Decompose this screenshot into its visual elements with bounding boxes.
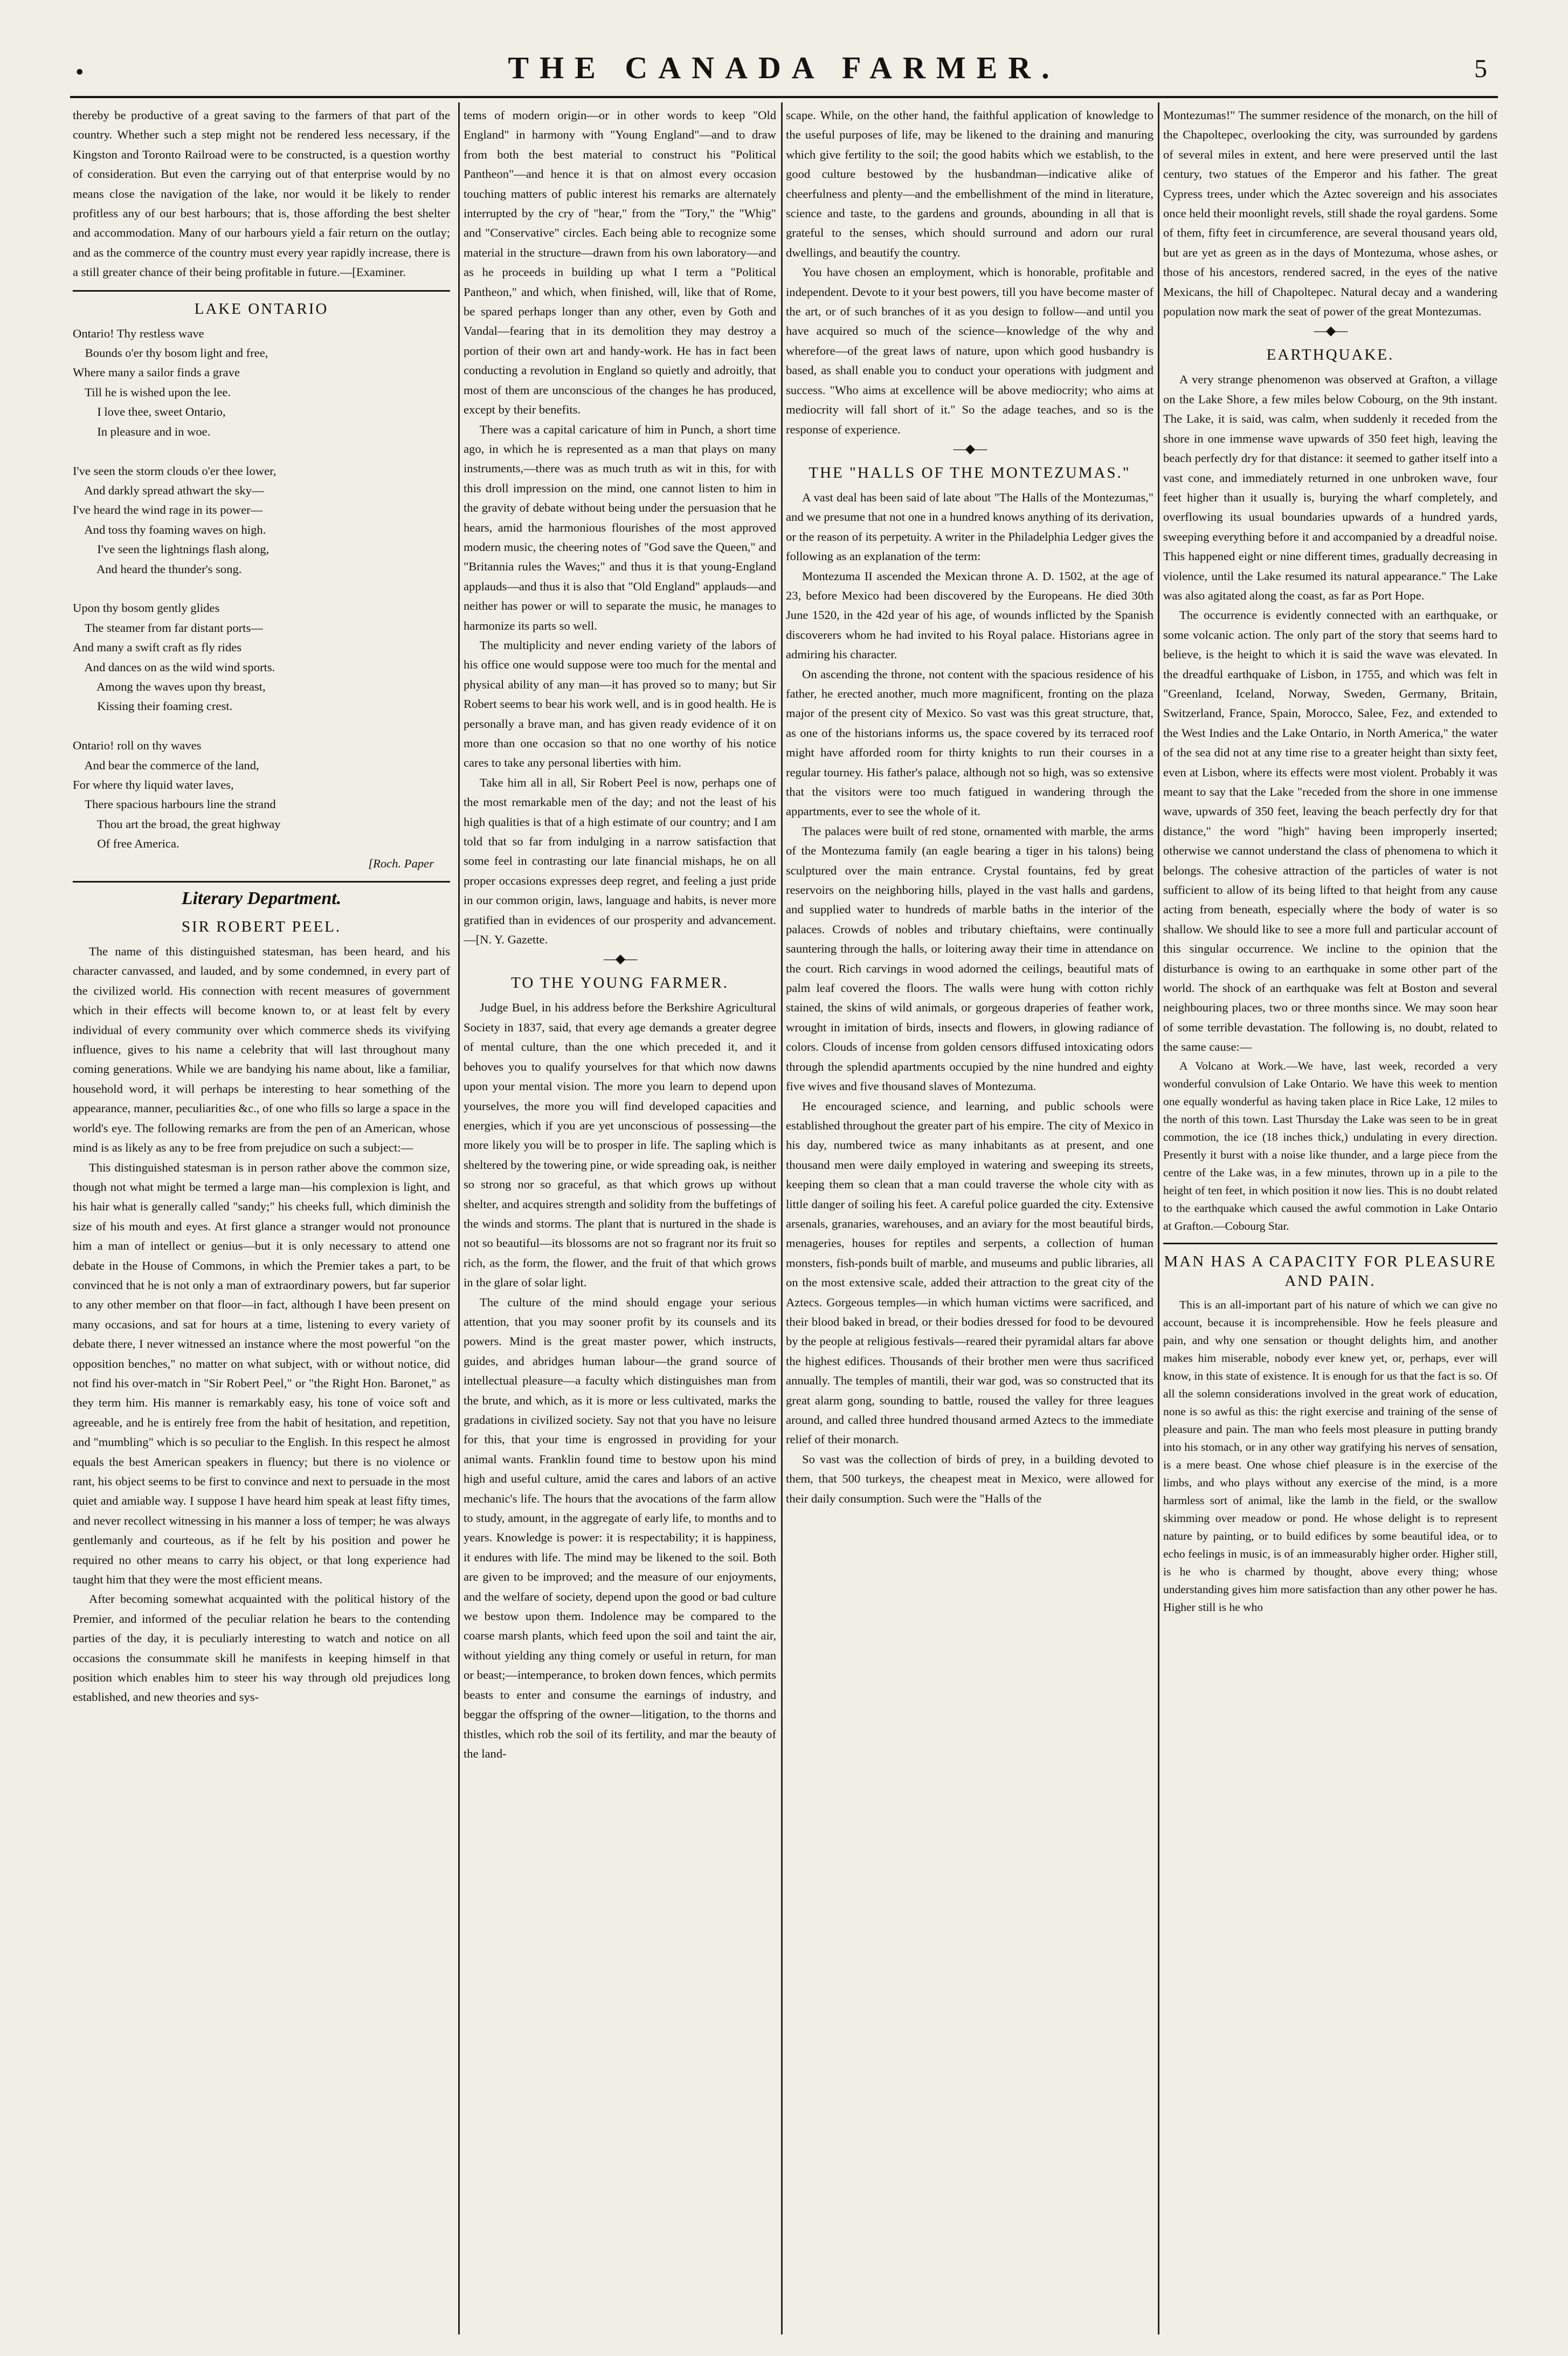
poem-line bbox=[73, 717, 450, 736]
article-paragraph: There was a capital caricature of him in Punch, a short time ago, in which he is represented as a man that plays on many instruments,—there was as much truth as wit in this, for with this droll impression on the mind, one cannot listen to him in the gravity of debate without being under the persuasion that he hears, amid the harmonious flourishes of the most approved modern music, the cheering notes of "God save the Queen," and "Britannia rules the Waves;" and thus it is that young-England applauds—and thus it is also that "Old England" applauds—and neither has power or will to separate the music, he manages to harmonize its parts so well. bbox=[464, 422, 776, 632]
department-heading: Literary Department. bbox=[181, 888, 342, 909]
header-rule bbox=[70, 96, 1498, 98]
section-rule bbox=[73, 290, 450, 292]
poem-line: Among the waves upon thy breast, bbox=[73, 679, 266, 693]
poem-line: In pleasure and in woe. bbox=[73, 424, 211, 438]
poem-line: There spacious harbours line the strand bbox=[73, 797, 276, 811]
article-paragraph: After becoming somewhat acquainted with the political history of the Premier, and informed of the peculiar relation he bears to the contending parties of the day, it is peculiarly interesting to watch and notice on all occasions the consummate skill he manifests in keeping himself in that position which enables him to steer his way through old prejudices long established, and new theories and sys- bbox=[73, 1592, 450, 1704]
column-divider bbox=[781, 102, 783, 2334]
poem-line: I love thee, sweet Ontario, bbox=[73, 405, 226, 419]
poem-line: I've seen the lightnings flash along, bbox=[73, 542, 270, 556]
poem-line: Ontario! Thy restless wave bbox=[73, 326, 204, 340]
poem-line bbox=[73, 442, 450, 461]
poem-lake-ontario bbox=[73, 324, 450, 854]
poem-line: Ontario! roll on thy waves bbox=[73, 739, 202, 753]
poem-line: Till he is wished upon the lee. bbox=[73, 385, 231, 399]
poem-line: Bounds o'er thy bosom light and free, bbox=[73, 346, 268, 360]
poem-line: For where thy liquid water laves, bbox=[73, 778, 234, 791]
poem-line: Of free America. bbox=[73, 837, 179, 851]
section-ornament: —◆— bbox=[953, 442, 986, 456]
article-paragraph: He encouraged science, and learning, and public schools were established throughout the greater part of his empire. The city of Mexico in his day, numbered twice as many inhabitants as at present, and one thousand men were daily employed in watering and sweeping its streets, keeping them so clean that a man could traverse the whole city with as little danger of soiling his feet. A careful police guarded the city. Extensive arsenals, granaries, warehouses, and an aviary for the most beautiful birds, menageries, houses for reptiles and serpents, a collection of human monsters, fish-ponds built of marble, and museums and public libraries, all on the most extensive scale, added their attraction to the great city of the Aztecs. Gorgeous temples—in which human victims were sacrificed, and their blood baked in bread, or their bodies dressed for food to be devoured by the people at religious festivals—reared their pyramidal altars far above the highest edifices. Thousands of their brother men were thus sacrificed annually. The temples of mantili, their war god, was so constructed that its great alarm gong, sounding to battle, roused the valley for three leagues around, and called three hundred thousand armed Aztecs to the immediate relief of their monarch. bbox=[786, 1099, 1153, 1446]
column-divider bbox=[458, 102, 460, 2334]
article-title: MAN HAS A CAPACITY FOR PLEASURE AND PAIN. bbox=[1164, 1252, 1497, 1290]
poem-line: I've heard the wind rage in its power— bbox=[73, 503, 263, 517]
article-paragraph: Montezumas!" The summer residence of the monarch, on the hill of the Chapoltepec, overlooking the city, was surrounded by gardens of several miles in extent, and here were preserved until the last century, two statues of the Emperor and his father. The great Cypress trees, under which the Aztec sovereign and his associates once held their moonlight revels, still shade the royal gardens. Some of them, fifty feet in circumference, are several thousand years old, but are yet as green as in the days of Montezuma, whose ashes, or those of his ancestors, rendered sacred, in the eyes of the native Mexicans, the hill of Chapoltepec. Natural decay and a wandering population now mark the seat of power of the great Montezumas. bbox=[1163, 108, 1497, 319]
poem-line: And toss thy foaming waves on high. bbox=[73, 522, 266, 536]
column-2 bbox=[464, 106, 776, 2334]
article-paragraph: A vast deal has been said of late about "The Halls of the Montezumas," and we presume that not one in a hundred knows anything of its derivation, or the reason of its perpetuity. A writer in the Philadelphia Ledger gives the following as an explanation of the term: bbox=[786, 490, 1153, 563]
poem-line: And dances on as the wild wind sports. bbox=[73, 660, 275, 674]
section-ornament: —◆— bbox=[1314, 324, 1347, 339]
article-paragraph: The multiplicity and never ending variety of the labors of his office one would suppose were too much for the mental and physical ability of any man—it has proved so to many; but Sir Robert seems to bear his work well, and is in good health. He is personally a brave man, and has given ready evidence of it on more than one occasion so that no one worthy of his notice cares to take any personal liberties with him. bbox=[464, 638, 776, 770]
poem-line: The steamer from far distant ports— bbox=[73, 621, 263, 635]
article-paragraph: This distinguished statesman is in person rather above the common size, though not what might be termed a large man—his complexion is light, and his hair what is generally called "sandy;" his cheeks full, which diminish the size of his mouth and eyes. At first glance a stranger would not pronounce him a man of intellect or genius—but it is only necessary to attend one debate in the House of Commons, in which the Premier takes a part, to be convinced that he is not only a man of extraordinary powers, but far superior to any other member on that floor—in fact, although I have been present on many occasions, and sat for hours at a time, listening to every variety of debate there, I never witnessed an instance where the most powerful "on the opposition benches," no matter on what subject, with or without notice, did not find his over-match in "Sir Robert Peel," or "the Right Hon. Baronet," as they term him. His manner is remarkably easy, his tone of voice soft and agreeable, and he is entirely free from the habit of hesitation, and repetition, and "mumbling" which is so peculiar to the English. In this respect he almost equals the best American speakers in fluency; but there is no violence or rant, his object seems to be first to convince and next to persuade in the most quiet and amiable way. I suppose I have heard him speak at least fifty times, and never recollect witnessing in his manner a loss of temper; he was always gentlemanly and courteous, as if he felt by his position and power he required no other means to carry his object, or that long experience had taught him that they were the most efficient means. bbox=[73, 1160, 450, 1587]
column-4 bbox=[1163, 106, 1497, 2334]
poem-line bbox=[73, 579, 450, 598]
poem-line: I've seen the storm clouds o'er thee lower, bbox=[73, 464, 277, 478]
article-paragraph: On ascending the throne, not content with the spacious residence of his father, he erected another, much more magnificent, fronting on the plaza major of the present city of Mexico. So vast was this great structure, that, as one of the historians informs us, the space covered by its terraced roof might have afforded room for thirty knights to run their courses in a regular tourney. His father's palace, although not so high, was so extensive that the visitors were too much fatigued in wandering through the appartments, ever to see the whole of it. bbox=[786, 667, 1153, 818]
article-title: THE "HALLS OF THE MONTEZUMAS." bbox=[809, 464, 1131, 481]
poem-line: And heard the thunder's song. bbox=[73, 562, 242, 576]
article-paragraph: The palaces were built of red stone, ornamented with marble, the arms of the Montezuma family (an eagle bearing a tiger in his talons) being sculptured over the main entrance. Crystal fountains, fed by great reservoirs on the neighboring hills, played in the vast halls and gardens, and supplied water to hundreds of marble baths in the interior of the palaces. Crowds of nobles and tributary chieftains, were continually sauntering through the halls, or loitering away their time in attendance on the court. Rich carvings in wood adorned the ceilings, beautiful mats of palm leaf covered the floors. The walls were hung with cotton richly stained, the skins of wild animals, or gorgeous draperies of feather work, wrought in imitation of birds, insects and flowers, in glowing radiance of colors. Clouds of incense from golden censors diffused intoxicating odors through the splendid apartments occupied by the nine hundred and eighty five wives and five thousand slaves of Montezuma. bbox=[786, 824, 1153, 1093]
article-paragraph: So vast was the collection of birds of prey, in a building devoted to them, that 500 turkeys, the cheapest meat in Mexico, were allowed for their daily consumption. Such were the "Halls of the bbox=[786, 1452, 1153, 1505]
article-paragraph: The occurrence is evidently connected with an earthquake, or some volcanic action. The only part of the story that seems hard to believe, is the height to which it is said the wave was elevated. In the dreadful earthquake of Lisbon, in 1755, and which was felt in "Greenland, Iceland, Norway, Sweden, Germany, Britain, Switzerland, France, Spain, Morocco, Salee, Fez, and extended to the West Indies and the Lake Ontario, in North America," the water of the sea did not at any time rise to a greater height than sixty feet, even at Lisbon, where its effects were most violent. Probably it was meant to say that the Lake "receded from the shore in one immense wave, upwards of 350 feet, leaving the beach perfectly dry for that distance," the word "high" having been improperly inserted; otherwise we cannot understand the class of phenomena to which it belongs. The cohesive attraction of the particles of water is not sufficient to allow of its being lifted to that height from any cause acting from beneath, especially where the body of water is so shallow. We should like to see a more full and particular account of this singular occurrence. We incline to the opinion that the disturbance is owing to an earthquake in some other part of the world. The shock of an earthquake was felt at Boston and several neighbouring places, two or three months since. We may soon hear of some terrible devastation. The following is, no doubt, related to the same cause:— bbox=[1163, 608, 1497, 1054]
article-paragraph: The culture of the mind should engage your serious attention, that you may sooner profit by its counsels and its powers. Mind is the great master power, which instructs, guides, and abridges human labour—the grand source of intellectual pleasure—a faculty which distinguishes man from the brute, and which, as it is more or less cultivated, marks the gradations in civilized society. Say not that you have no leisure for this, that your time is engrossed in providing for your animal wants. Franklin found time to bestow upon his mind high and useful culture, amid the cares and labors of an active mechanic's life. The hours that the avocations of the farm allow to study, amount, in the aggregate of early life, to months and to years. Knowledge is power: it is respectability; it is happiness, it endures with life. The mind may be likened to the soil. Both are given to be improved; and the measure of our enjoyments, and the welfare of society, depend upon the good or bad culture we bestow upon them. Indolence may be compared to the coarse marsh plants, which feed upon the soil and taint the air, without yielding any thing comely or useful in return, for man or beast;—intemperance, to broken down fences, which permits beasts to enter and consume the earnings of industry, and beggar the offspring of the owner—litigation, to the thorns and thistles, which rob the soil of its fertility, and mar the beauty of the land- bbox=[464, 1295, 776, 1760]
article-title: TO THE YOUNG FARMER. bbox=[511, 974, 729, 992]
article-paragraph: tems of modern origin—or in other words to keep "Old England" in harmony with "Young England"—and to draw from both the best material to construct his "Political Pantheon"—and hence it is that on almost every occasion touching matters of public interest his remarks are alternately interrupted by the cry of "hear," from the "Tory," the "Whig" and "Conservative" circles. Each being able to recognize some material in the structure—drawn from his own laboratory—and as he proceeds in building up what I term a "Political Pantheon," and which, when finished, will, like that of Rome, be spared perhaps longer than any other, even by Goth and Vandal—fearing that in its demolition they may destroy a portion of their own art and handy-work. He has in fact been conducting a revolution in England so quietly and adroitly, that most of them are unconscious of the changes he has produced, except by their benefits. bbox=[464, 108, 776, 417]
article-title: EARTHQUAKE. bbox=[1266, 346, 1394, 364]
poem-line: Thou art the broad, the great highway bbox=[73, 817, 281, 831]
article-paragraph: Take him all in all, Sir Robert Peel is now, perhaps one of the most remarkable men of the day; and not the least of his high qualities is that of a high estimate of our country; and I am told that so far from indulging in a narrow satisfaction that some feel in contrasting our late financial mishaps, he on all proper occasions expresses deep regret, and feeling a just pride in our common origin, laws, language and habits, is never more gratified than in evidences of our prosperity and advancement.—[N. Y. Gazette. bbox=[464, 775, 776, 947]
poem-title: LAKE ONTARIO bbox=[194, 300, 329, 318]
newspaper-title: THE CANADA FARMER. bbox=[508, 50, 1060, 85]
harbour-paragraph: thereby be productive of a great saving to the farmers of that part of the country. Whether such a step might not be rendered less necessary, if the Kingston and Toronto Railroad were to be constructed, is a question worthy of consideration. But even the carrying out of that enterprise would by no means close the navigation of the lake, nor would it be likely to render profitless any of our best harbours; that is, those affording the best shelter and accommodation. Many of our harbours yield a fair return on the outlay; and as the commerce of the country must every year rapidly increase, there is a still greater chance of their being profitable in future.—[Examiner. bbox=[73, 108, 450, 279]
article-paragraph: A very strange phenomenon was observed at Grafton, a village on the Lake Shore, a few miles below Cobourg, on the 9th instant. The Lake, it is said, was calm, when suddenly it receded from the shore in one immense wave upwards of 350 feet high, leaving the beach perfectly dry for that distance: it seemed to gather itself into a vast cone, and immediately returned in one unbroken wave, four feet higher than it usually is, burying the wharf completely, and overflowing its usual boundaries upwards of a hundred yards, sweeping everything before it and accompanied by a dreadful noise. This happened eight or nine different times, gradually decreasing in violence, until the Lake resumed its natural appearance." The Lake was also agitated along the coast, as far as Port Hope. bbox=[1163, 373, 1497, 602]
article-paragraph: scape. While, on the other hand, the faithful application of knowledge to the useful purposes of life, may be likened to the draining and manuring which give fertility to the soil; the good habits which we establish, to the good culture bestowed by the husbandman—indicative alike of cheerfulness and plenty—and the embellishment of the mind in literature, science and taste, to the gardens and grounds, abounding in all that is grateful to the senses, which should surround and adorn our rural dwellings, and beautify the country. bbox=[786, 108, 1153, 259]
article-paragraph: The name of this distinguished statesman, has been heard, and his character canvassed, and lauded, and by some condemned, in every part of the civilized world. His connection with recent measures of government which in their effects will become known to, or at least felt by every individual of every community over which commerce sheds its vivifying influence, gives to his name a celebrity that will last throughout many coming generations. While we are bandying his name about, like a familiar, household word, it will perhaps be interesting to hear something of the appearance, manner, peculiarities &c., of one who fills so large a space in the world's eye. The following remarks are from the pen of an American, whose mind is as likely as any to be free from prejudice on such a subject:— bbox=[73, 945, 450, 1155]
poem-line: And bear the commerce of the land, bbox=[73, 758, 259, 772]
article-paragraph: This is an all-important part of his nature of which we can give no account, because it is incomprehensible. How he feels pleasure and pain, and why one sensation or thought delights him, and another makes him miserable, nobody ever knew yet, or, perhaps, ever will know, in this state of existence. It is enough for us that the fact is so. Of all the solemn considerations involved in the great work of education, none is so awful as this: the right exercise and training of the sense of pleasure and pain. The man who feels most pleasure in putting brandy into his stomach, or in any other way gratifying his nerves of sensation, is a mere beast. One whose chief pleasure is in the exercise of the limbs, and who plays without any exercise of the mind, is a more harmless sort of animal, like the lamb in the field, or the swallow skimming over meadow or pond. He whose delight is to represent nature by painting, or to build edifices by some beautiful idea, or to echo feelings in music, is of an immeasurably higher order. Higher still, is he who is charmed by thought, above every thing; whose understanding gives him more satisfaction than any other power he has. Higher still is he who bbox=[1163, 1298, 1497, 1614]
article-paragraph: Judge Buel, in his address before the Berkshire Agricultural Society in 1837, said, that every age demands a greater degree of mental culture, than the one which preceded it, and it behoves you to qualify yourselves for that which now dawns upon your mental vision. The more you learn to depend upon yourselves, the more you will find developed capacities and energies, which if you are yet unconscious of possessing—the more likely you will be to prosper in life. The sapling which is sheltered by the towering pine, or wide spreading oak, is neither so strong nor so graceful, as that which grows up without shelter, and acquires strength and solidity from the buffetings of the winds and storms. The plant that is nurtured in the shade is not so beautiful—its blossoms are not so fragrant nor its fruit so rich, as the form, the flower, and the fruit of that which grows in the glare of solar light. bbox=[464, 1001, 776, 1290]
article-paragraph: Montezuma II ascended the Mexican throne A. D. 1502, at the age of 23, before Mexico had been discovered by the Europeans. He died 30th June 1520, in the 42d year of his age, of wounds inflicted by the Spanish discoverers whom he had invited to his Royal palace. Historians agree in admiring his character. bbox=[786, 569, 1153, 662]
poem-line: Kissing their foaming crest. bbox=[73, 699, 233, 713]
section-rule bbox=[73, 881, 450, 883]
poem-line: And darkly spread athwart the sky— bbox=[73, 483, 264, 497]
masthead-dot: • bbox=[75, 59, 84, 85]
poem-line: Where many a sailor finds a grave bbox=[73, 366, 240, 380]
column-divider bbox=[1158, 102, 1159, 2334]
masthead bbox=[0, 0, 1568, 102]
article-title: SIR ROBERT PEEL. bbox=[181, 918, 342, 936]
article-paragraph: You have chosen an employment, which is honorable, profitable and independent. Devote to it your best powers, till you have become master of the art, or of such branches of it as you design to follow—and until you have acquired so much of the science—knowledge of the why and wherefore—of the great laws of nature, upon which good husbandry is based, as shall enable you to conduct your operations with judgment and success. "Who aims at excellence will be above mediocrity; who aims at mediocrity will fall short of it." So the adage teaches, and so is the response of experience. bbox=[786, 265, 1153, 436]
page-number: 5 bbox=[1474, 54, 1487, 83]
poem-source: [Roch. Paper bbox=[368, 856, 434, 870]
section-ornament: —◆— bbox=[603, 952, 637, 967]
section-rule bbox=[1163, 1243, 1497, 1244]
article-paragraph: A Volcano at Work.—We have, last week, recorded a very wonderful convulsion of Lake Ontario. We have this week to mention one equally wonderful as having taken place in Rice Lake, 12 miles to the north of this town. Last Thursday the Lake was seen to be in great commotion, the ice (18 inches thick,) undulating in every direction. Presently it burst with a noise like thunder, and a large piece from the centre of the Lake was, in a few minutes, thrown up in a pile to the height of ten feet, in which position it now lies. This is no doubt related to the earthquake which caused the awful commotion in Lake Ontario at Grafton.—Cobourg Star. bbox=[1163, 1059, 1497, 1232]
poem-line: And many a swift craft as fly rides bbox=[73, 640, 242, 655]
poem-line: Upon thy bosom gently glides bbox=[73, 601, 220, 615]
column-1 bbox=[73, 106, 450, 2334]
column-3 bbox=[786, 106, 1153, 2334]
